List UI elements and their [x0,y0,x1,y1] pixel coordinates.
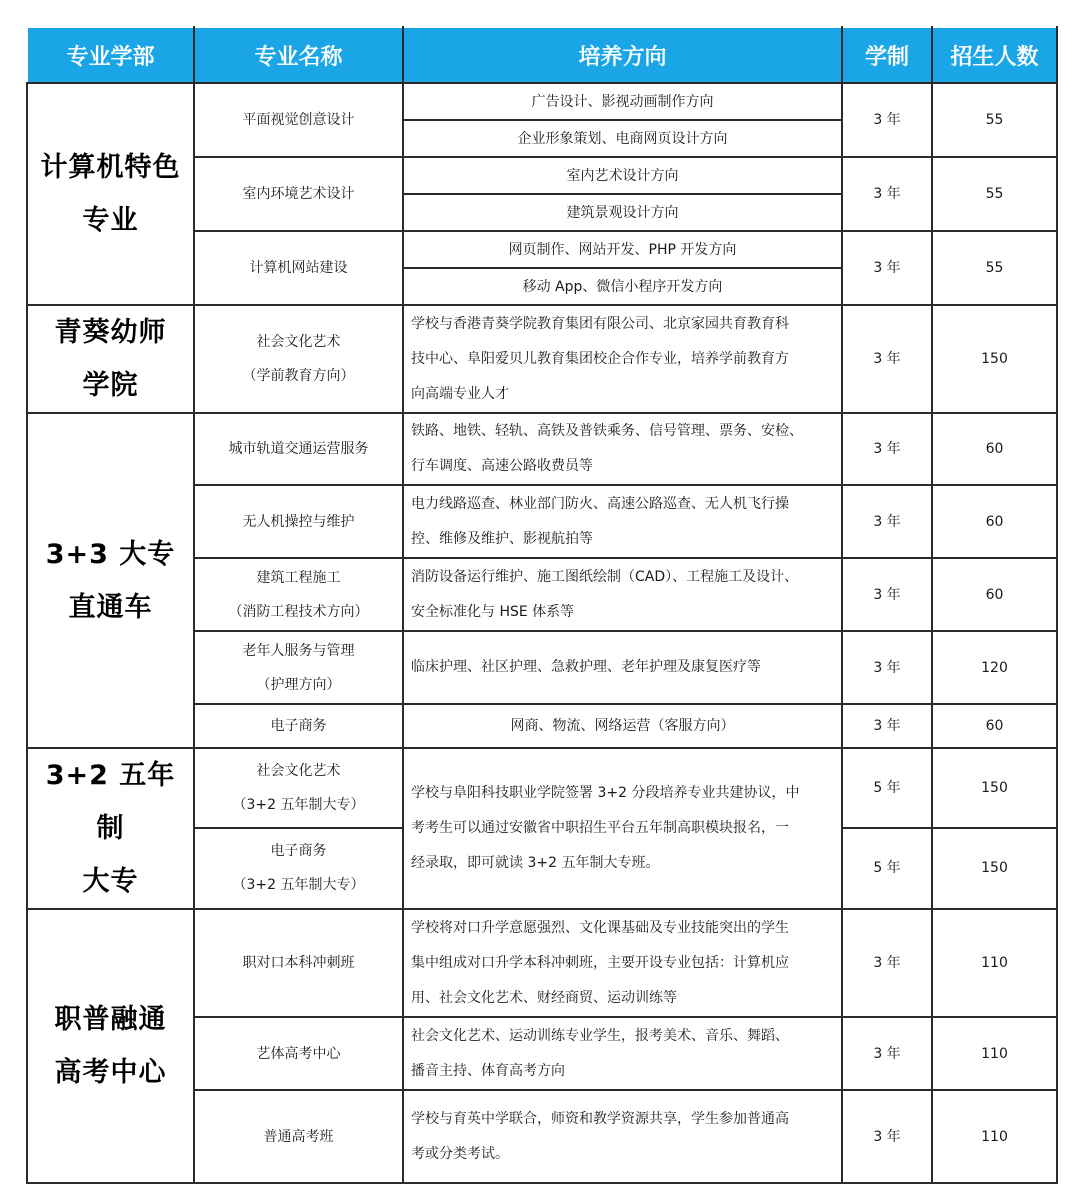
direction-cell [403,748,842,909]
department-line: 计算机特色 [40,152,181,183]
enrollment-cell: 60 [932,704,1057,748]
major-name: 平面视觉创意设计 [242,112,355,128]
direction-line: 向高端专业人才 [411,385,509,402]
table-row [27,83,1057,120]
major-name: 建筑工程施工 [256,569,341,586]
direction-line: 播音主持、体育高考方向 [411,1062,565,1079]
department-line: 3+3 大专 [45,538,176,570]
major-subtitle: （3+2 五年制大专） [232,877,365,894]
major-name-cell [194,1090,403,1183]
major-subtitle: （消防工程技术方向） [228,603,369,620]
department-line: 专业 [82,205,139,236]
duration-cell: 3 年 [842,485,932,558]
major-name-cell [194,485,403,558]
direction-cell [403,558,842,631]
major-name: 社会文化艺术 [256,334,341,350]
department-cell [27,909,194,1183]
enrollment-cell: 60 [932,558,1057,631]
direction-cell [403,413,842,485]
major-name: 电子商务 [270,718,327,734]
enrollment-cell: 60 [932,413,1057,485]
major-subtitle: （学前教育方向） [242,368,355,384]
direction-cell [403,1090,842,1183]
table-row [27,413,1057,485]
direction-cell [403,909,842,1017]
direction-line: 网商、物流、网络运营（客服方向） [510,718,735,734]
table-row [27,748,1057,828]
direction-line: 铁路、地铁、轻轨、高铁及普铁乘务、信号管理、票务、安检、 [411,423,803,439]
major-name-cell [194,83,403,157]
major-name: 电子商务 [270,843,327,860]
enrollment-cell: 110 [932,909,1057,1017]
direction-line: 技中心、阜阳爱贝儿教育集团校企合作专业，培养学前教育方 [411,350,789,367]
department-cell [27,748,194,909]
direction-line: 消防设备运行维护、施工图纸绘制（CAD）、工程施工及设计、 [411,568,799,585]
enrollment-table [26,26,1058,1184]
duration-cell: 3 年 [842,231,932,305]
major-name: 计算机网站建设 [249,260,348,276]
duration-cell: 3 年 [842,413,932,485]
enrollment-cell: 55 [932,157,1057,231]
header-enrollment: 招生人数 [932,27,1057,83]
direction-line: 考考生可以通过安徽省中职招生平台五年制高职模块报名，一 [411,820,789,836]
direction-line: 考或分类考试。 [411,1145,509,1162]
table-row [27,305,1057,413]
major-name: 无人机操控与维护 [242,513,355,530]
major-name-cell [194,909,403,1017]
direction-cell: 室内艺术设计方向 [403,157,842,194]
direction-cell [403,485,842,558]
major-name-cell [194,157,403,231]
enrollment-table-container [26,26,1056,1184]
direction-line: 学校将对口升学意愿强烈、文化课基础及专业技能突出的学生 [411,919,789,936]
enrollment-cell: 120 [932,631,1057,704]
department-cell [27,83,194,305]
direction-cell: 移动 App、微信小程序开发方向 [403,268,842,305]
enrollment-cell: 150 [932,305,1057,413]
major-name-cell [194,828,403,909]
department-line: 青葵幼师 [54,317,167,348]
enrollment-cell: 110 [932,1017,1057,1090]
direction-line: 电力线路巡查、林业部门防火、高速公路巡查、无人机飞行操 [411,495,789,512]
header-row [27,27,1057,83]
duration-cell: 3 年 [842,631,932,704]
duration-cell: 5 年 [842,828,932,909]
major-name-cell [194,631,403,704]
duration-cell: 3 年 [842,157,932,231]
department-line: 3+2 五年制 [45,760,176,844]
direction-line: 学校与阜阳科技职业学院签署 3+2 分段培养专业共建协议，中 [411,785,800,801]
enrollment-cell: 60 [932,485,1057,558]
direction-cell [403,1017,842,1090]
header-department: 专业学部 [27,27,194,83]
header-direction: 培养方向 [403,27,842,83]
major-name-cell [194,558,403,631]
direction-line: 行车调度、高速公路收费员等 [411,458,593,474]
department-cell [27,305,194,413]
department-line: 学院 [82,370,139,401]
direction-cell: 企业形象策划、电商网页设计方向 [403,120,842,157]
direction-cell: 广告设计、影视动画制作方向 [403,83,842,120]
duration-cell: 3 年 [842,83,932,157]
department-cell [27,413,194,748]
direction-cell [403,305,842,413]
major-name: 普通高考班 [263,1128,334,1145]
major-name: 职对口本科冲刺班 [242,955,355,971]
direction-line: 学校与育英中学联合，师资和教学资源共享，学生参加普通高 [411,1110,789,1127]
direction-cell [403,631,842,704]
direction-line: 临床护理、社区护理、急救护理、老年护理及康复医疗等 [411,659,761,675]
enrollment-cell: 110 [932,1090,1057,1183]
duration-cell: 3 年 [842,704,932,748]
direction-cell: 建筑景观设计方向 [403,194,842,231]
major-name: 艺体高考中心 [256,1045,341,1062]
major-name-cell [194,231,403,305]
major-name-cell [194,1017,403,1090]
major-name-cell [194,704,403,748]
enrollment-cell: 55 [932,83,1057,157]
enrollment-cell: 55 [932,231,1057,305]
direction-cell [403,704,842,748]
duration-cell: 3 年 [842,558,932,631]
direction-line: 用、社会文化艺术、财经商贸、运动训练等 [411,989,677,1006]
major-name: 老年人服务与管理 [242,642,355,659]
major-name: 社会文化艺术 [256,762,341,779]
direction-line: 学校与香港青葵学院教育集团有限公司、北京家园共育教育科 [411,315,789,332]
department-line: 高考中心 [54,1057,167,1088]
duration-cell: 3 年 [842,909,932,1017]
enrollment-cell: 150 [932,748,1057,828]
major-name: 室内环境艺术设计 [242,186,355,202]
department-line: 职普融通 [54,1004,167,1035]
direction-line: 集中组成对口升学本科冲刺班，主要开设专业包括：计算机应 [411,954,789,971]
direction-line: 控、维修及维护、影视航拍等 [411,530,593,547]
duration-cell: 3 年 [842,1017,932,1090]
duration-cell: 3 年 [842,305,932,413]
header-duration: 学制 [842,27,932,83]
department-line: 直通车 [68,591,153,623]
major-name-cell [194,748,403,828]
direction-line: 社会文化艺术、运动训练专业学生，报考美术、音乐、舞蹈、 [411,1027,789,1044]
direction-line: 经录取，即可就读 3+2 五年制大专班。 [411,855,660,871]
major-subtitle: （3+2 五年制大专） [232,796,365,813]
duration-cell: 3 年 [842,1090,932,1183]
major-name-cell [194,413,403,485]
table-row [27,909,1057,1017]
enrollment-cell: 150 [932,828,1057,909]
header-major-name: 专业名称 [194,27,403,83]
major-name-cell [194,305,403,413]
direction-line: 安全标准化与 HSE 体系等 [411,603,575,620]
duration-cell: 5 年 [842,748,932,828]
major-subtitle: （护理方向） [256,676,341,693]
direction-cell: 网页制作、网站开发、PHP 开发方向 [403,231,842,268]
major-name: 城市轨道交通运营服务 [228,441,369,457]
department-line: 大专 [82,866,139,897]
